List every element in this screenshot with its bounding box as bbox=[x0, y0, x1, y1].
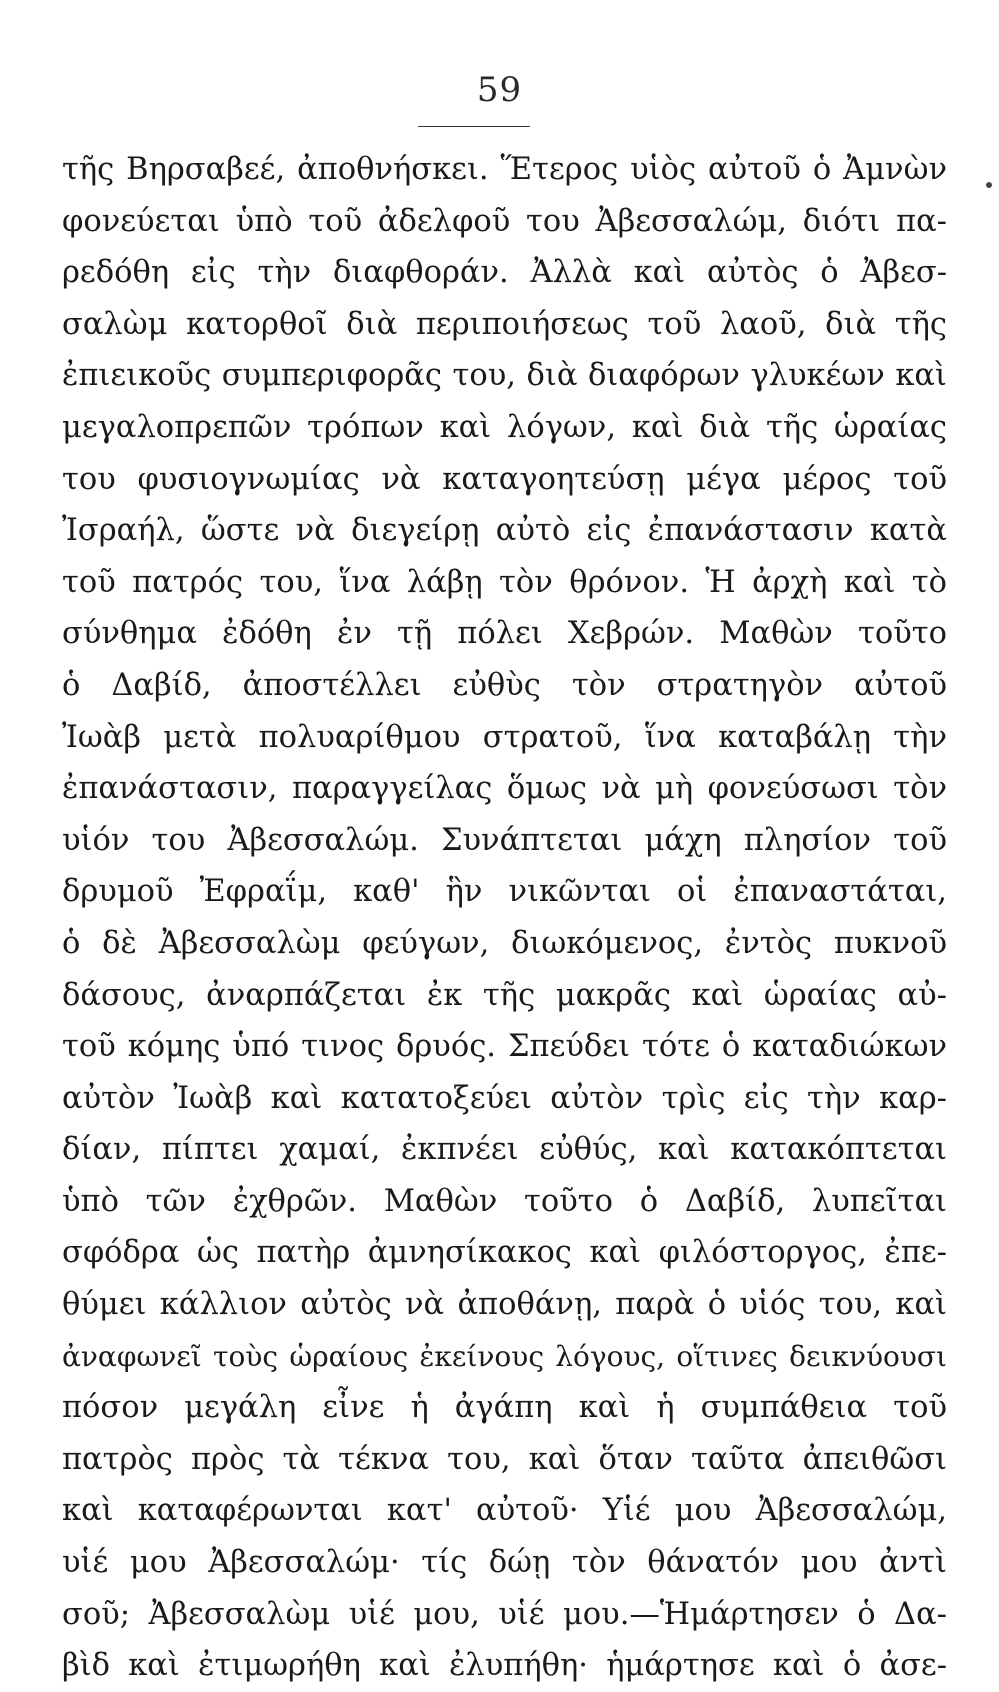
text-line: ὁ δὲ Ἀβεσσαλὼμ φεύγων, διωκόμενος, ἐντὸς πυκνοῦ bbox=[62, 925, 947, 961]
text-line: υἱέ μου Ἀβεσσαλώμ· τίς δώῃ τὸν θάνατόν μου ἀντὶ bbox=[62, 1545, 947, 1581]
text-line: πατρὸς πρὸς τὰ τέκνα του, καὶ ὅταν ταῦτα ἀπειθῶσι bbox=[62, 1441, 947, 1477]
text-line: σαλὼμ κατορθοῖ διὰ περιποιήσεως τοῦ λαοῦ, διὰ τῆς bbox=[62, 306, 947, 342]
text-line: ἐπανάστασιν, παραγγείλας ὅμως νὰ μὴ φονεύσωσι τὸν bbox=[62, 771, 947, 807]
text-line: θύμει κάλλιον αὐτὸς νὰ ἀποθάνῃ, παρὰ ὁ υἱός του, καὶ bbox=[62, 1287, 947, 1323]
text-line: τοῦ πατρός του, ἵνα λάβῃ τὸν θρόνον. Ἡ ἀρχὴ καὶ τὸ bbox=[62, 564, 947, 600]
text-line: σύνθημα ἐδόθη ἐν τῇ πόλει Χεβρών. Μαθὼν τοῦτο bbox=[62, 616, 947, 652]
text-line: ἀναφωνεῖ τοὺς ὡραίους ἐκείνους λόγους, οἵτινες δεικνύουσι bbox=[62, 1339, 947, 1373]
text-line: πόσον μεγάλη εἶνε ἡ ἀγάπη καὶ ἡ συμπάθεια τοῦ bbox=[62, 1390, 947, 1426]
text-line: ὁ Δαβίδ, ἀποστέλλει εὐθὺς τὸν στρατηγὸν αὐτοῦ bbox=[62, 667, 947, 703]
page-number-rule bbox=[418, 126, 530, 127]
text-line: φονεύεται ὑπὸ τοῦ ἀδελφοῦ του Ἀβεσσαλώμ, διότι πα- bbox=[62, 203, 947, 239]
text-line: Ἰωὰβ μετὰ πολυαρίθμου στρατοῦ, ἵνα καταβάλῃ τὴν bbox=[62, 719, 947, 755]
text-line: Ἰσραήλ, ὥστε νὰ διεγείρῃ αὐτὸ εἰς ἐπανάστασιν κατὰ bbox=[62, 513, 947, 549]
text-line: του φυσιογνωμίας νὰ καταγοητεύσῃ μέγα μέρος τοῦ bbox=[62, 461, 947, 497]
text-line: υἱόν του Ἀβεσσαλώμ. Συνάπτεται μάχη πλησίον τοῦ bbox=[62, 822, 947, 858]
text-line: τοῦ κόμης ὑπό τινος δρυός. Σπεύδει τότε ὁ καταδιώκων bbox=[62, 1029, 947, 1065]
text-line: αὐτὸν Ἰωὰβ καὶ κατατοξεύει αὐτὸν τρὶς εἰς τὴν καρ- bbox=[62, 1080, 947, 1116]
text-line: ρεδόθη εἰς τὴν διαφθοράν. Ἀλλὰ καὶ αὐτὸς ὁ Ἀβεσ- bbox=[62, 255, 947, 291]
text-line: τῆς Βηρσαβεέ, ἀποθνήσκει. Ἕτερος υἱὸς αὐτοῦ ὁ Ἀμνὼν bbox=[62, 152, 947, 187]
text-line: μεγαλοπρεπῶν τρόπων καὶ λόγων, καὶ διὰ τῆς ὡραίας bbox=[62, 409, 947, 445]
text-line: ἐπιεικοῦς συμπεριφορᾶς του, διὰ διαφόρων γλυκέων καὶ bbox=[62, 358, 947, 394]
text-line: δρυμοῦ Ἐφραΐμ, καθ' ἣν νικῶνται οἱ ἐπαναστάται, bbox=[62, 874, 947, 910]
ink-speck bbox=[986, 182, 992, 188]
body-text bbox=[62, 144, 947, 1692]
text-line: βὶδ καὶ ἐτιμωρήθη καὶ ἐλυπήθη· ἡμάρτησε καὶ ὁ ἀσε- bbox=[62, 1648, 947, 1684]
text-line: σφόδρα ὡς πατὴρ ἀμνησίκακος καὶ φιλόστοργος, ἐπε- bbox=[62, 1235, 947, 1271]
text-line: δίαν, πίπτει χαμαί, ἐκπνέει εὐθύς, καὶ κατακόπτεται bbox=[62, 1132, 947, 1168]
text-line: καὶ καταφέρωνται κατ' αὐτοῦ· Υἱέ μου Ἀβεσσαλώμ, bbox=[62, 1493, 947, 1529]
text-line: σοῦ; Ἀβεσσαλὼμ υἱέ μου, υἱέ μου.—Ἡμάρτησεν ὁ Δα- bbox=[62, 1596, 947, 1632]
text-line: δάσους, ἀναρπάζεται ἐκ τῆς μακρᾶς καὶ ὡραίας αὐ- bbox=[62, 977, 947, 1013]
page-number: 59 bbox=[476, 70, 523, 110]
text-line: ὑπὸ τῶν ἐχθρῶν. Μαθὼν τοῦτο ὁ Δαβίδ, λυπεῖται bbox=[62, 1183, 947, 1219]
